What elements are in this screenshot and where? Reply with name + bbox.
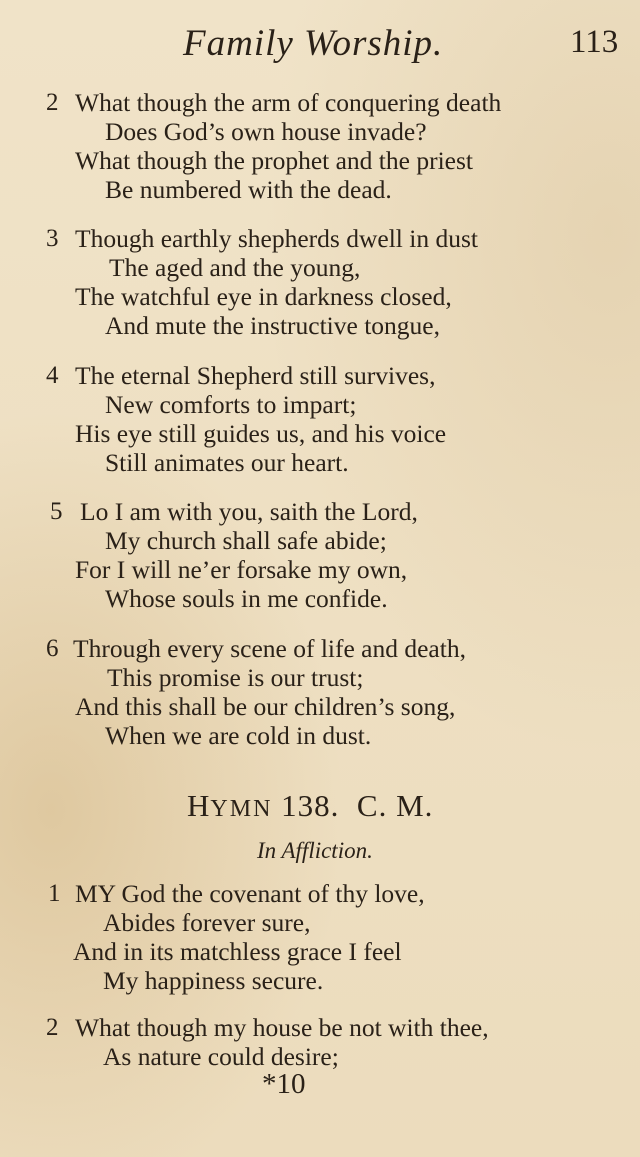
- hymn-number: 138.: [281, 788, 340, 823]
- verse-line: And mute the instructive tongue,: [105, 311, 440, 340]
- page-number: 113: [570, 24, 619, 60]
- verse-number: 5: [50, 498, 63, 525]
- verse-line: This promise is our trust;: [107, 663, 364, 692]
- signature-mark: *10: [262, 1068, 306, 1100]
- verse-line: What though the prophet and the priest: [75, 146, 473, 175]
- verse-line: And this shall be our children’s song,: [75, 692, 456, 721]
- verse-line: Though earthly shepherds dwell in dust: [75, 224, 478, 253]
- verse-line: Does God’s own house invade?: [105, 117, 427, 146]
- running-title: Family Worship.: [183, 23, 444, 64]
- hymn-meter: C. M.: [356, 788, 434, 823]
- verse-line: And in its matchless grace I feel: [73, 937, 402, 966]
- verse-line: His eye still guides us, and his voice: [75, 419, 447, 448]
- verse-number: 1: [48, 880, 61, 907]
- hymn-subtitle: In Affliction.: [257, 838, 373, 863]
- verse-line: Abides forever sure,: [103, 908, 311, 937]
- verse-line: Through every scene of life and death,: [73, 634, 466, 663]
- verse-number: 4: [46, 362, 59, 389]
- hymn-heading-word: YMN: [210, 796, 273, 822]
- verse-line: My church shall safe abide;: [105, 526, 387, 555]
- verse-number: 2: [46, 1014, 59, 1041]
- verse-line: My happiness secure.: [103, 966, 324, 995]
- verse-line: MY God the covenant of thy love,: [75, 879, 425, 908]
- hymn-heading-initial: H: [187, 788, 211, 823]
- verse-line: Whose souls in me confide.: [105, 584, 388, 613]
- verse-line: What though the arm of conquering death: [75, 88, 502, 117]
- verse-line: Be numbered with the dead.: [105, 175, 392, 204]
- verse-line: New comforts to impart;: [105, 390, 357, 419]
- verse-line: Still animates our heart.: [105, 448, 349, 477]
- verse-line: The watchful eye in darkness closed,: [75, 282, 452, 311]
- verse-line: The eternal Shepherd still survives,: [75, 361, 436, 390]
- verse-line: For I will ne’er forsake my own,: [75, 555, 408, 584]
- hymn-heading: [187, 788, 433, 824]
- verse-line: What though my house be not with thee,: [75, 1013, 489, 1042]
- verse-number: 6: [46, 635, 59, 662]
- verse-line: The aged and the young,: [109, 253, 361, 282]
- verse-line: As nature could desire;: [103, 1042, 339, 1071]
- verse-number: 3: [46, 225, 59, 252]
- running-head: [0, 22, 640, 72]
- verse-line: Lo I am with you, saith the Lord,: [80, 497, 418, 526]
- verse-number: 2: [46, 89, 59, 116]
- verse-line: When we are cold in dust.: [105, 721, 372, 750]
